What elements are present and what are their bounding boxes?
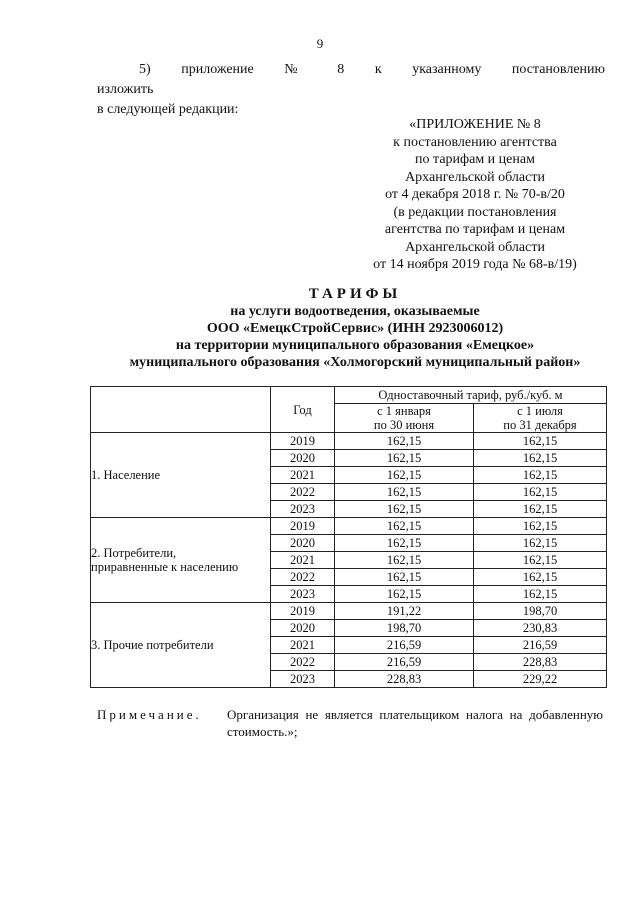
tariff-h1-cell: 162,15 [335, 450, 474, 467]
header-period-2-from: с 1 июля [517, 404, 563, 418]
tariff-h1-cell: 198,70 [335, 620, 474, 637]
tariff-h2-cell: 228,83 [474, 654, 607, 671]
tariff-h2-cell: 230,83 [474, 620, 607, 637]
tariff-h2-cell: 162,15 [474, 535, 607, 552]
tariff-h1-cell: 228,83 [335, 671, 474, 688]
header-period-1-to: по 30 июня [373, 418, 435, 432]
tariff-h1-cell: 162,15 [335, 586, 474, 603]
intro-line-1: 5) приложение № 8 к указанному постановлению изложить [97, 62, 605, 97]
year-cell: 2020 [271, 535, 335, 552]
heading-title: ТАРИФЫ [308, 286, 402, 302]
tariff-h2-cell: 198,70 [474, 603, 607, 620]
year-cell: 2022 [271, 484, 335, 501]
year-cell: 2020 [271, 450, 335, 467]
heading-line: на территории муниципального образования «Емецкое» [175, 338, 535, 353]
year-cell: 2019 [271, 518, 335, 535]
category-equivalent-consumers [91, 518, 271, 603]
tariff-h1-cell: 162,15 [335, 467, 474, 484]
appendix-line: к постановлению агентства [393, 134, 557, 150]
appendix-line: Архангельской области [405, 239, 545, 255]
tariff-h2-cell: 216,59 [474, 637, 607, 654]
header-year: Год [271, 387, 335, 433]
category-label: 3. Прочие потребители [91, 638, 214, 652]
header-period-1 [335, 404, 474, 433]
document-heading [60, 286, 640, 371]
category-label: 2. Потребители, [91, 546, 177, 560]
tariff-h2-cell: 229,22 [474, 671, 607, 688]
category-label: 1. Население [91, 468, 161, 482]
year-cell: 2021 [271, 637, 335, 654]
category-other-consumers [91, 603, 271, 688]
category-label-cont: приравненные к населению [91, 560, 239, 574]
note-line-1: Организация не является плательщиком налога на добавленную [227, 707, 603, 722]
appendix-line: агентства по тарифам и ценам [384, 222, 566, 237]
year-cell: 2019 [271, 433, 335, 450]
tariff-h2-cell: 162,15 [474, 450, 607, 467]
year-cell: 2021 [271, 552, 335, 569]
tariff-h1-cell: 162,15 [335, 569, 474, 586]
tariff-h1-cell: 216,59 [335, 637, 474, 654]
header-period-2-to: по 31 декабря [503, 418, 577, 432]
tariff-h2-cell: 162,15 [474, 586, 607, 603]
header-period-1-from: с 1 января [377, 404, 431, 418]
tariff-h1-cell: 162,15 [335, 501, 474, 518]
note-line-2: стоимость.»; [227, 724, 298, 739]
appendix-line: (в редакции постановления [393, 204, 557, 220]
appendix-line: от 14 ноября 2019 года № 68-в/19) [373, 257, 577, 272]
appendix-line: от 4 декабря 2018 г. № 70-в/20 [385, 187, 565, 202]
table-row [91, 603, 607, 620]
intro-line-2: в следующей редакции: [97, 102, 239, 117]
tariff-h2-cell: 162,15 [474, 433, 607, 450]
tariff-h2-cell: 162,15 [474, 518, 607, 535]
year-cell: 2023 [271, 586, 335, 603]
year-cell: 2022 [271, 569, 335, 586]
heading-line: муниципального образования «Холмогорский муниципальный район» [129, 355, 581, 370]
year-cell: 2020 [271, 620, 335, 637]
tariff-h2-cell: 162,15 [474, 484, 607, 501]
appendix-line: Архангельской области [405, 169, 545, 185]
heading-line: на услуги водоотведения, оказываемые [230, 304, 480, 319]
tariff-h1-cell: 191,22 [335, 603, 474, 620]
category-population [91, 433, 271, 518]
year-cell: 2023 [271, 671, 335, 688]
year-cell: 2021 [271, 467, 335, 484]
heading-line: ООО «ЕмецкСтройСервис» (ИНН 2923006012) [206, 321, 504, 336]
tariff-h2-cell: 162,15 [474, 467, 607, 484]
tariff-h1-cell: 162,15 [335, 552, 474, 569]
tariff-h2-cell: 162,15 [474, 552, 607, 569]
tariff-h2-cell: 162,15 [474, 569, 607, 586]
table-row [91, 433, 607, 450]
note-label: Примечание. [97, 707, 202, 722]
header-tariff: Одноставочный тариф, руб./куб. м [335, 387, 607, 404]
header-period-2 [474, 404, 607, 433]
table-row [91, 518, 607, 535]
intro-paragraph [97, 60, 605, 120]
year-cell: 2022 [271, 654, 335, 671]
tariff-h1-cell: 162,15 [335, 433, 474, 450]
appendix-line: «ПРИЛОЖЕНИЕ № 8 [409, 117, 541, 132]
page-number: 9 [316, 36, 324, 51]
note-text [227, 706, 603, 740]
tariff-h1-cell: 162,15 [335, 484, 474, 501]
year-cell: 2019 [271, 603, 335, 620]
appendix-reference [340, 116, 610, 274]
header-category [91, 387, 271, 433]
tariff-h2-cell: 162,15 [474, 501, 607, 518]
year-cell: 2023 [271, 501, 335, 518]
tariff-h1-cell: 162,15 [335, 518, 474, 535]
tariff-table [90, 386, 607, 688]
appendix-line: по тарифам и ценам [415, 152, 535, 167]
tariff-h1-cell: 216,59 [335, 654, 474, 671]
tariff-h1-cell: 162,15 [335, 535, 474, 552]
